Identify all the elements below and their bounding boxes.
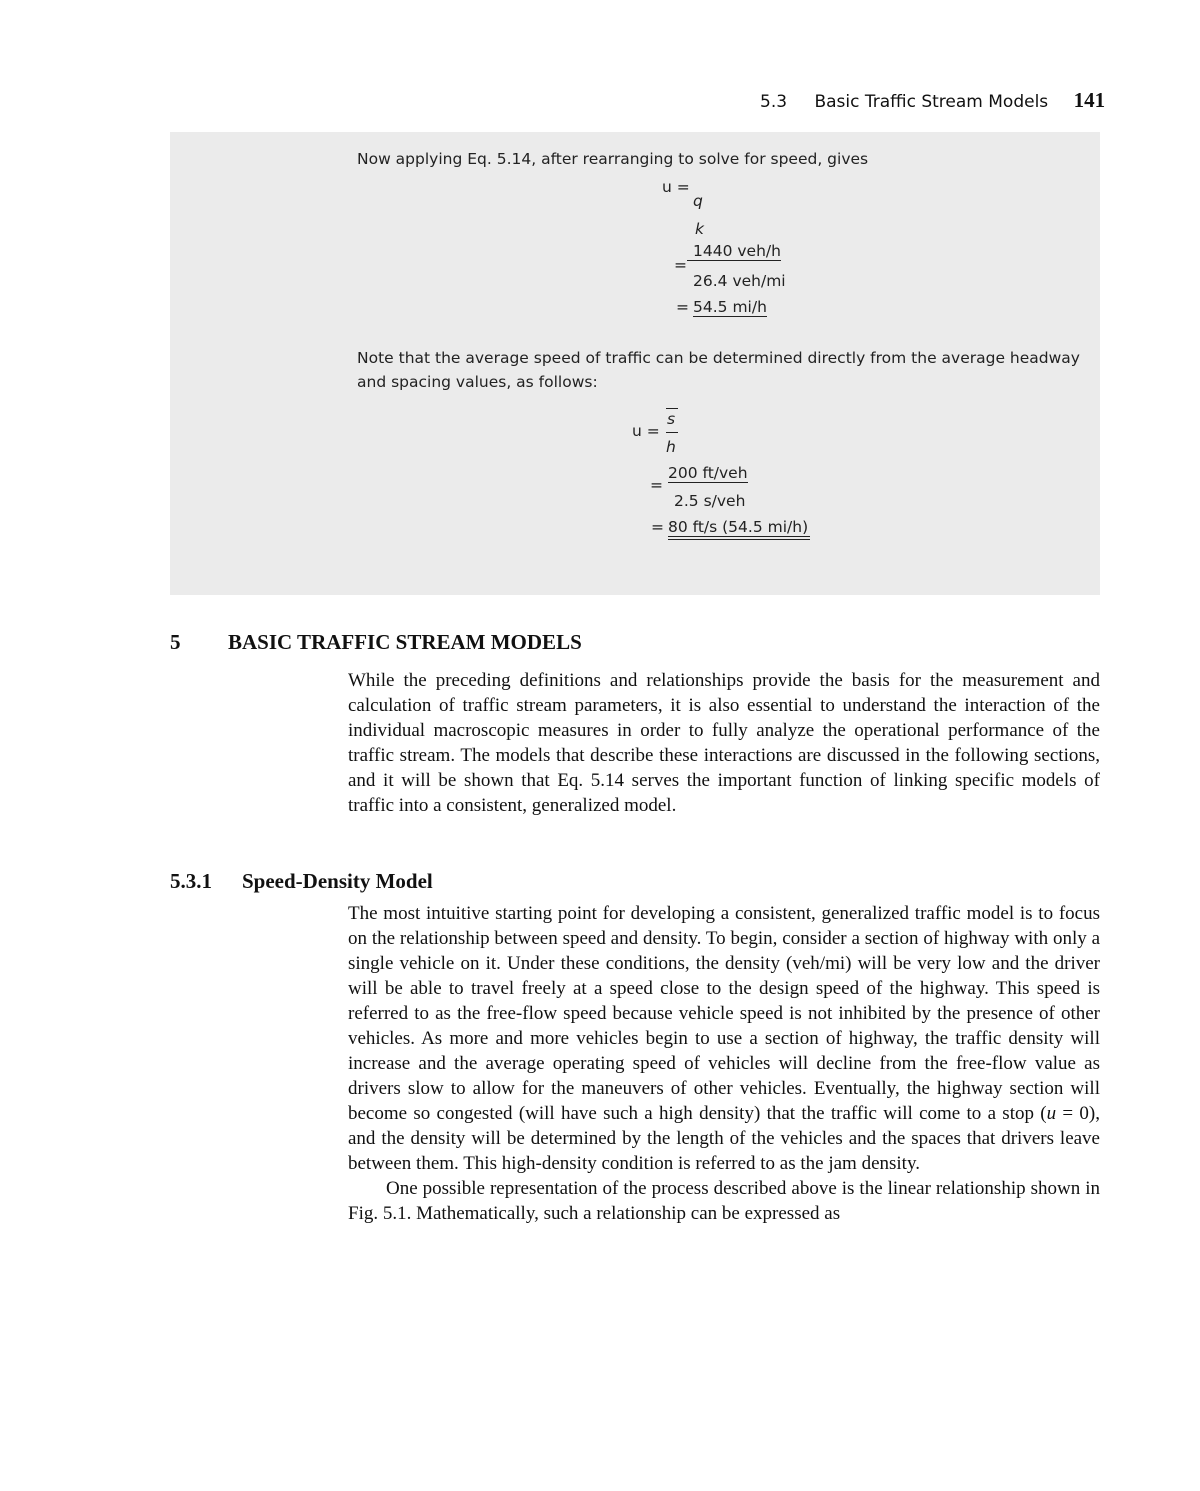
eq1-eq3: = <box>676 298 689 316</box>
running-head-title: Basic Traffic Stream Models <box>814 92 1049 112</box>
subsection-number: 5.3.1 <box>170 869 212 893</box>
subsection-paragraph-1b: = 0), and the density will be determined by the length of the vehicles and the spaces that drivers leave between them. This high-density condition is referred to as the jam density. <box>348 1103 1100 1174</box>
eq2-num2: 200 ft/veh <box>668 464 748 482</box>
eq1-den2: 26.4 veh/mi <box>693 272 786 290</box>
running-head-section: 5.3 <box>760 92 788 112</box>
section-paragraph-text: While the preceding definitions and relationships provide the basis for the measurement and calculation of traffic stream parameters, it is also essential to understand the interaction of the individual macroscopic measures in order to fully analyze the operational performance of the traffic stream. The models that describe these interactions are discussed in the following sections, and it will be shown that Eq. 5.14 serves the important function of linking specific models of traffic into a consistent, generalized model. <box>348 670 1100 816</box>
eq2-den2: 2.5 s/veh <box>674 492 746 510</box>
eq2-fraction-bar <box>666 432 678 433</box>
eq1-eq2: = <box>674 256 687 274</box>
eq1-num: q <box>693 192 703 210</box>
eq2-den: h <box>666 438 676 456</box>
section-title: BASIC TRAFFIC STREAM MODELS <box>228 630 582 654</box>
example-intro: Now applying Eq. 5.14, after rearranging to solve for speed, gives <box>357 150 869 168</box>
section-paragraph <box>348 668 1100 818</box>
subsection-paragraph-2: One possible representation of the process described above is the linear relationship shown in Fig. 5.1. Mathematically, such a relationship can be expressed as <box>348 1178 1100 1224</box>
subsection-paragraph-1a: The most intuitive starting point for developing a consistent, generalized traffic model is to focus on the relationship between speed and density. To begin, consider a section of highway with only a single vehicle on it. Under these conditions, the density (veh/mi) will be very low and the driver will be able to travel freely at a speed close to the design speed of the highway. This speed is referred to as the free-flow speed because vehicle speed is not inhibited by the presence of other vehicles. As more and more vehicles begin to use a section of highway, the traffic density will increase and the average operating speed of vehicles will decline from the free-flow value as drivers slow to allow for the maneuvers of other vehicles. Eventually, the highway section will become so congested (will have such a high density) that the traffic will come to a stop ( <box>348 903 1100 1124</box>
subsection-body <box>348 901 1100 1226</box>
paragraph-variable-u: u <box>1046 1103 1057 1124</box>
eq2-lhs: u = <box>632 422 660 440</box>
eq2-overbar <box>666 408 678 409</box>
subsection-paragraph-1 <box>348 901 1100 1176</box>
eq1-result: 54.5 mi/h <box>693 298 767 316</box>
eq1-num2: 1440 veh/h <box>687 242 781 261</box>
page-number: 141 <box>1073 88 1106 112</box>
eq2-eq3: = <box>651 518 664 536</box>
example-box <box>170 132 1100 595</box>
section-number: 5 <box>170 630 181 654</box>
eq2-num: s <box>667 410 676 428</box>
running-head <box>760 88 1105 113</box>
eq1-lhs: u = <box>662 178 690 196</box>
eq2-eq2: = <box>650 476 663 494</box>
eq1-den: k <box>695 220 704 238</box>
eq2-result: 80 ft/s (54.5 mi/h) <box>668 518 810 540</box>
example-note: Note that the average speed of traffic can be determined directly from the average headway and spacing values, as follows: <box>357 349 1080 391</box>
subsection-title: Speed-Density Model <box>242 869 433 893</box>
